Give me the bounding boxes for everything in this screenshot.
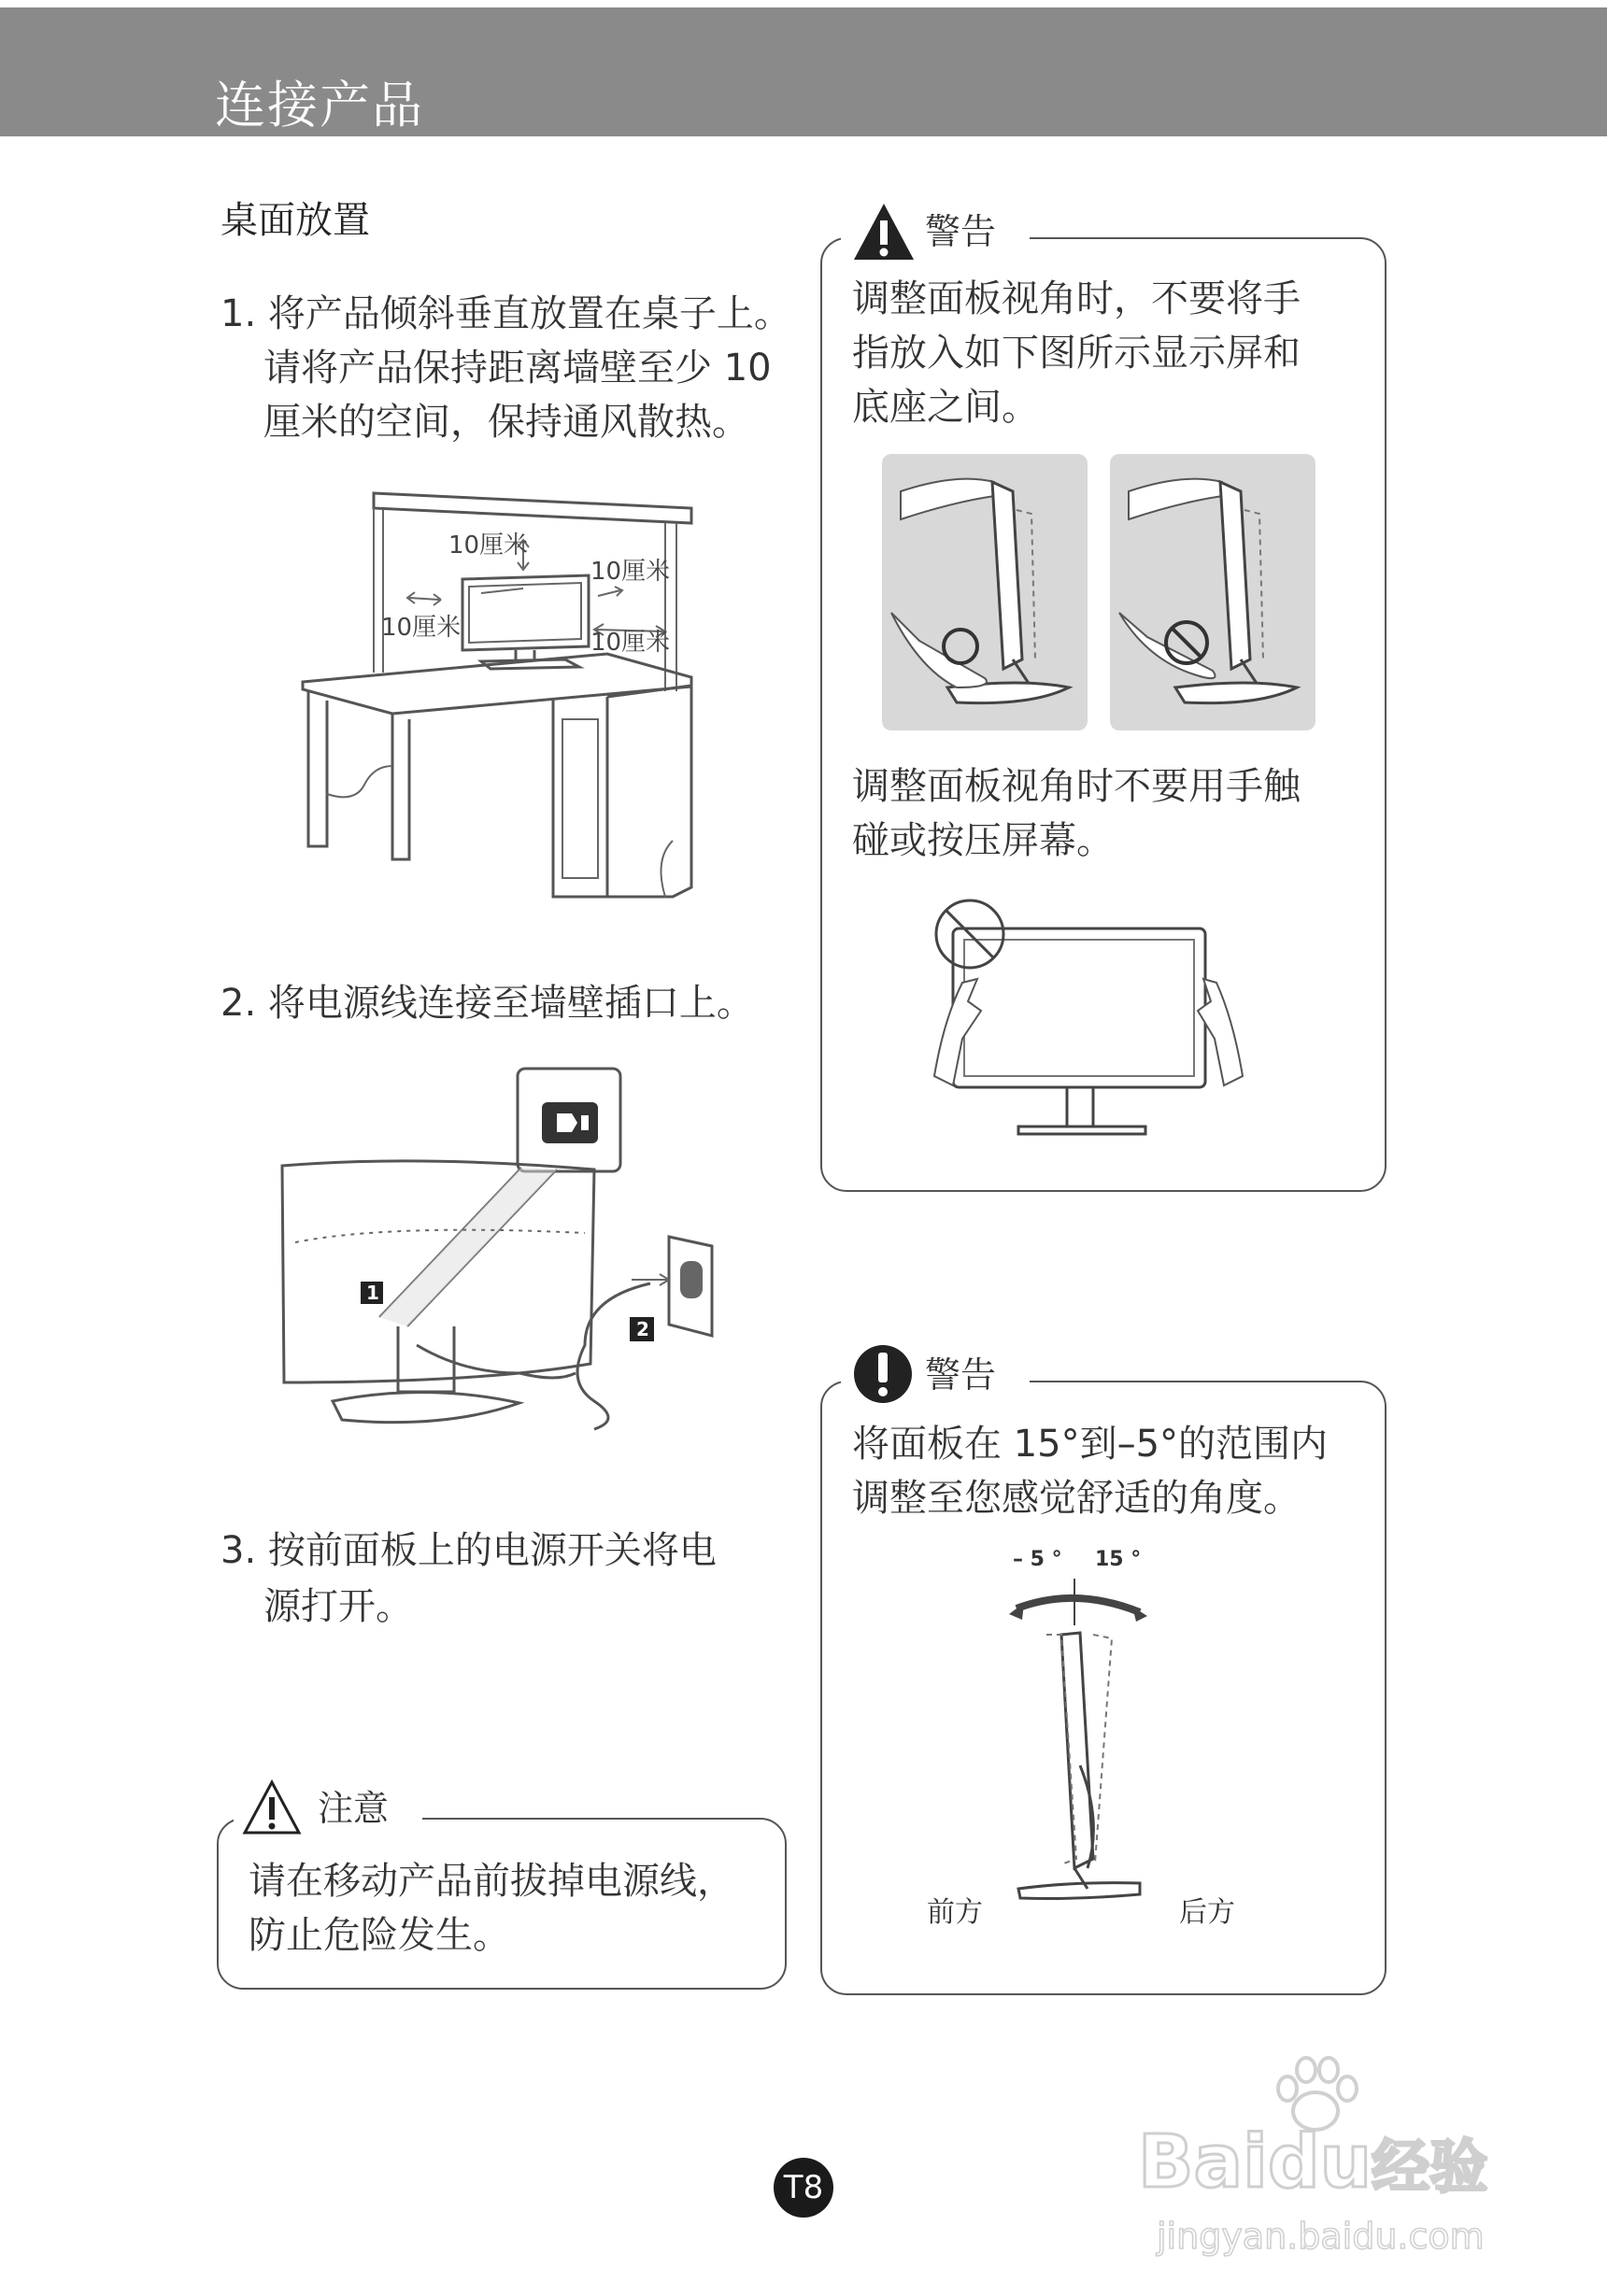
step3-line2: 源打开。: [263, 1585, 413, 1628]
step2-line1: 2. 将电源线连接至墙壁插口上。: [220, 982, 754, 1025]
label-rear: 后方: [1179, 1896, 1235, 1929]
tilt-angle-illustration: [1009, 1541, 1252, 1934]
warning1-line3: 底座之间。: [852, 386, 1039, 429]
warning2-title: 警告: [925, 1354, 997, 1396]
warning-triangle-icon: [850, 200, 917, 263]
header-bar: [0, 7, 1607, 136]
caution-triangle-icon: [241, 1779, 303, 1836]
angle-front-label: 15 °: [1095, 1548, 1142, 1571]
caution-title: 注意: [318, 1788, 390, 1829]
desk-clearance-illustration: [299, 486, 701, 915]
page-number-badge: T8: [774, 2158, 833, 2218]
angle-back-label: – 5 °: [1013, 1548, 1062, 1571]
label-front: 前方: [927, 1896, 983, 1929]
desk-label-left: 10厘米: [381, 614, 462, 642]
warning1-line5: 碰或按压屏幕。: [852, 819, 1114, 862]
warning2-line2: 调整至您感觉舒适的角度。: [852, 1477, 1301, 1520]
warning2-line1: 将面板在 15°到–5°的范围内: [852, 1423, 1329, 1466]
warning-exclamation-icon: [852, 1341, 914, 1407]
page-title: 连接产品: [215, 76, 424, 135]
caution-line2: 防止危险发生。: [249, 1914, 510, 1957]
watermark-brand: Bai: [1138, 2120, 1268, 2204]
hand-wrong-illustration: [1110, 454, 1315, 730]
watermark-url: jingyan.baidu.com: [1157, 2216, 1485, 2257]
hand-correct-illustration: [882, 454, 1088, 730]
power-cable-illustration: [277, 1065, 725, 1457]
step1-line1: 1. 将产品倾斜垂直放置在桌子上。: [220, 292, 791, 335]
plug-label-2: 2: [636, 1318, 649, 1340]
step1-line2: 请将产品保持距离墙壁至少 10: [263, 347, 772, 390]
hands-on-screen-illustration: [925, 889, 1261, 1141]
desk-label-right-top: 10厘米: [590, 558, 671, 586]
caution-line1: 请在移动产品前拔掉电源线，: [249, 1860, 734, 1903]
warning1-title: 警告: [925, 211, 997, 252]
step1-line3: 厘米的空间，保持通风散热。: [263, 401, 749, 444]
watermark-brand3: 经验: [1372, 2133, 1488, 2201]
desk-label-top: 10厘米: [448, 531, 529, 560]
step3-line1: 3. 按前面板上的电源开关将电: [220, 1529, 717, 1572]
warning1-line1: 调整面板视角时，不要将手: [852, 277, 1301, 320]
watermark-brand2: du: [1267, 2120, 1372, 2204]
baidu-watermark: [1138, 2055, 1530, 2261]
warning1-line2: 指放入如下图所示显示屏和: [852, 332, 1301, 375]
plug-label-1: 1: [366, 1282, 379, 1304]
warning1-line4: 调整面板视角时不要用手触: [852, 765, 1301, 808]
desk-label-right-bottom: 10厘米: [590, 629, 671, 657]
section-title: 桌面放置: [220, 199, 370, 242]
